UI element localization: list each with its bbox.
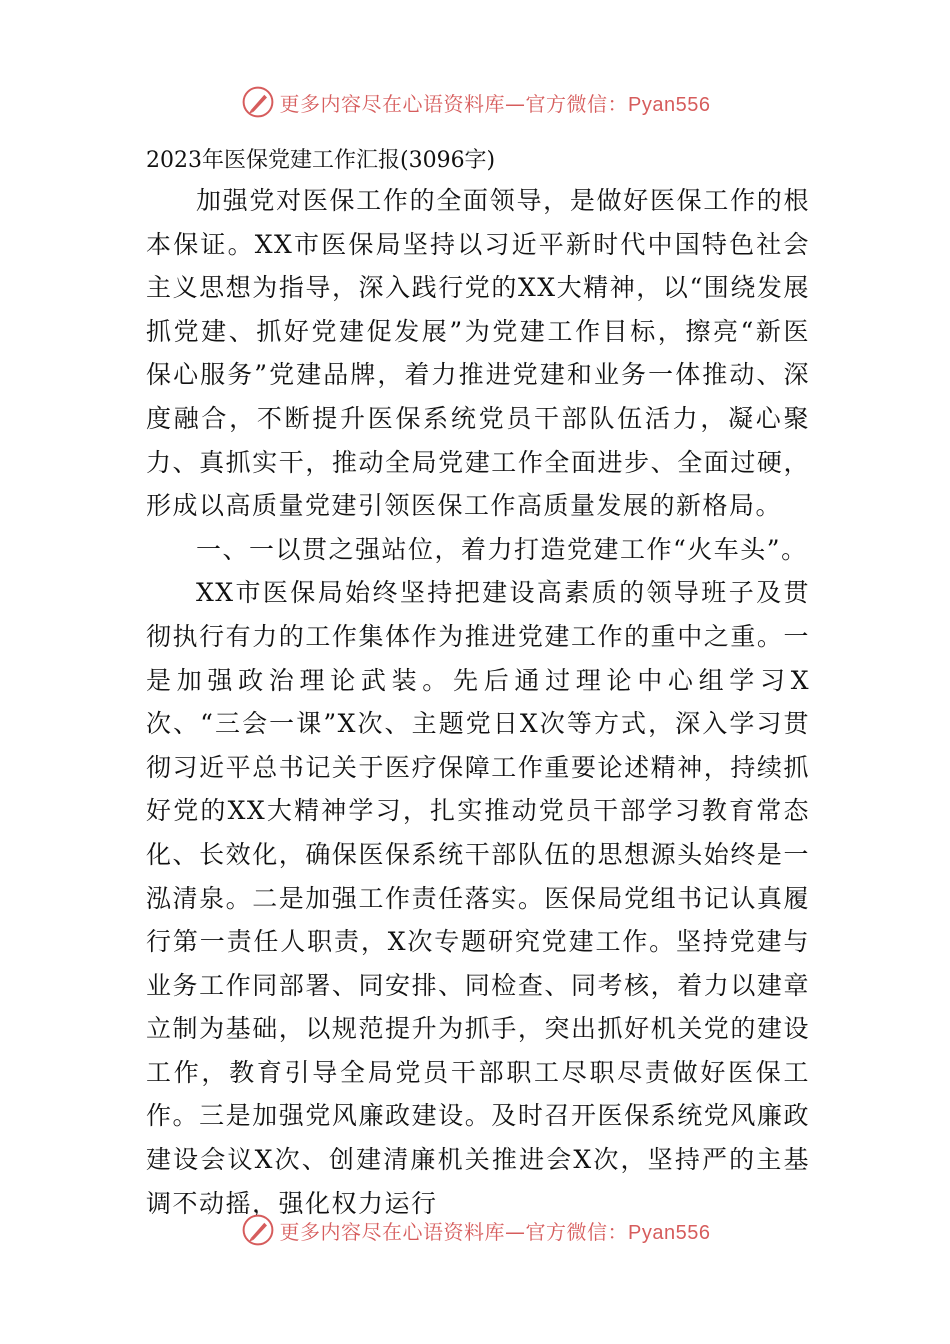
document-title: 2023年医保党建工作汇报(3096字) — [146, 148, 496, 173]
banner-wechat-id: Pyan556 — [628, 93, 711, 116]
pen-logo-icon — [240, 1212, 276, 1248]
banner-text — [280, 1216, 711, 1245]
header-banner — [0, 82, 950, 122]
banner-text — [280, 88, 711, 117]
banner-wechat-id: Pyan556 — [628, 1221, 711, 1244]
pen-logo-icon — [240, 84, 276, 120]
document-body — [146, 143, 810, 1225]
paragraph-intro: 加强党对医保工作的全面领导，是做好医保工作的根本保证。XX市医保局坚持以习近平新时代中国特色社会主义思想为指导，深入践行党的XX大精神，以“围绕发展抓党建、抓好党建促发展”为党建工作目标，擦亮“新医保心服务”党建品牌，着力推进党建和业务一体推动、深度融合，不断提升医保系统党员干部队伍活力，凝心聚力、真抓实干，推动全局党建工作全面进步、全面过硬，形成以高质量党建引领医保工作高质量发展的新格局。 — [146, 186, 810, 521]
paragraph-section-body: XX市医保局始终坚持把建设高素质的领导班子及贯彻执行有力的工作集体作为推进党建工作的重中之重。一是加强政治理论武装。先后通过理论中心组学习X次、“三会一课”X次、主题党日X次等方式，深入学习贯彻习近平总书记关于医疗保障工作重要论述精神，持续抓好党的XX大精神学习，扎实推动党员干部学习教育常态化、长效化，确保医保系统干部队伍的思想源头始终是一泓清泉。二是加强工作责任落实。医保局党组书记认真履行第一责任人职责，X次专题研究党建工作。坚持党建与业务工作同部署、同安排、同检查、同考核，着力以建章立制为基础，以规范提升为抓手，突出抓好机关党的建设工作，教育引导全局党员干部职工尽职尽责做好医保工作。三是加强党风廉政建设。及时召开医保系统党风廉政建设会议X次、创建清廉机关推进会X次，坚持严的主基调不动摇，强化权力运行 — [146, 578, 810, 1218]
banner-label: 更多内容尽在心语资料库—官方微信： — [279, 1219, 629, 1244]
paragraph-section-heading: 一、一以贯之强站位，着力打造党建工作“火车头”。 — [196, 534, 808, 564]
banner-label: 更多内容尽在心语资料库—官方微信： — [279, 91, 629, 116]
footer-banner — [0, 1210, 950, 1250]
